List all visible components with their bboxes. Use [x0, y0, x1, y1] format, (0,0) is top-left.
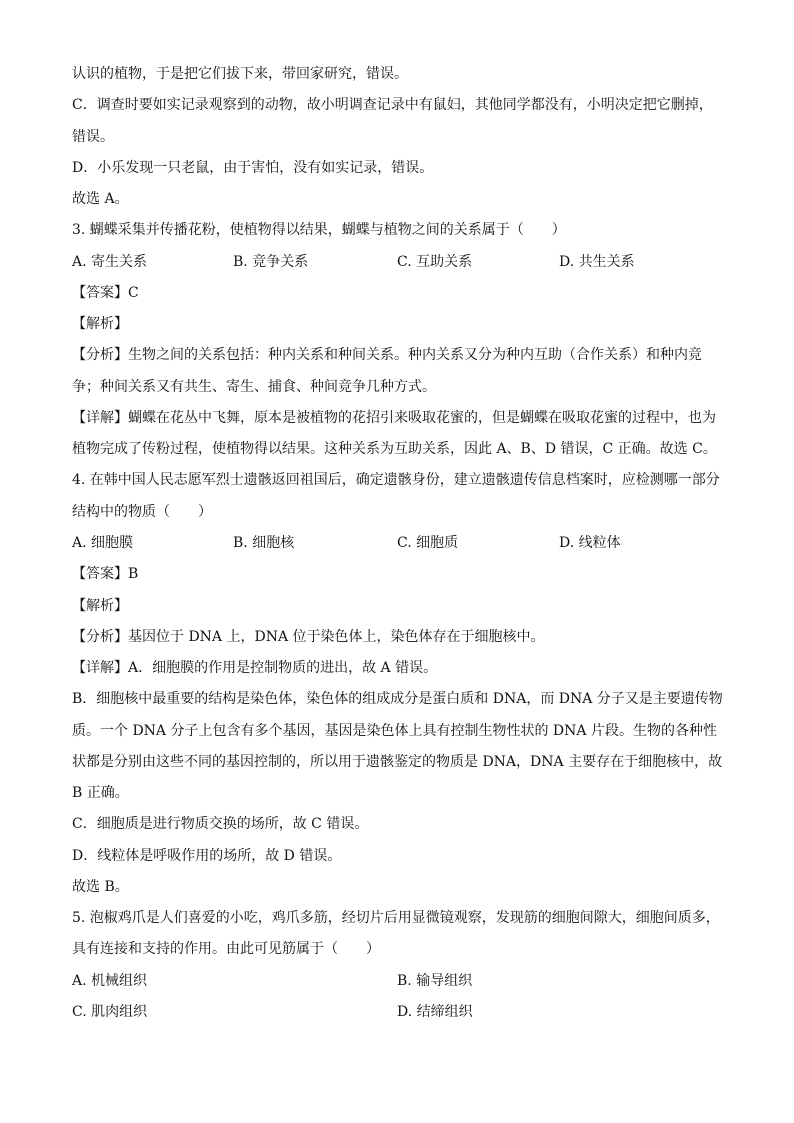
q4-options-row [72, 528, 732, 559]
q2-conclusion: 故选 A。 [72, 191, 129, 208]
q3-stem: 3. 蝴蝶采集并传播花粉，使植物得以结果，蝴蝶与植物之间的关系属于（ ） [72, 222, 566, 239]
q2-option-c-explanation-cont: 错误。 [72, 128, 114, 145]
q4-detail-line: B 正确。 [72, 785, 129, 802]
q4-answer: 【答案】B [72, 566, 139, 583]
q4-conclusion: 故选 B。 [72, 878, 129, 895]
q3-detail-line: 【详解】蝴蝶在花丛中飞舞，原本是被植物的花招引来吸取花蜜的，但是蝴蝶在吸取花蜜的过程中，也为 [72, 409, 716, 426]
q4-stem-cont: 结构中的物质（ ） [72, 503, 212, 520]
page-body [72, 59, 732, 1028]
q3-answer: 【答案】C [72, 284, 139, 301]
q4-detail-line: 状都是分别由这些不同的基因控制的，所以用于遗骸鉴定的物质是 DNA，DNA 主要存在于细胞核中，故 [72, 753, 723, 770]
q3-analysis-heading: 【解析】 [72, 316, 128, 333]
q4-detail-line: D．线粒体是呼吸作用的场所，故 D 错误。 [72, 847, 342, 864]
q5-stem-cont: 具有连接和支持的作用。由此可见筋属于（ ） [72, 941, 380, 958]
q2-option-b-tail: 认识的植物，于是把它们拔下来，带回家研究，错误。 [72, 66, 408, 82]
q4-detail-line: C．细胞质是进行物质交换的场所，故 C 错误。 [72, 816, 369, 833]
q3-option-a: A. 寄生关系 [72, 253, 148, 270]
q5-options-row-2 [72, 997, 732, 1028]
q4-option-d: D. 线粒体 [559, 534, 621, 551]
q4-detail-line: B．细胞核中最重要的结构是染色体，染色体的组成成分是蛋白质和 DNA，而 DNA 分子又是主要遗传物 [72, 691, 723, 708]
q4-analysis-line: 【分析】基因位于 DNA 上，DNA 位于染色体上，染色体存在于细胞核中。 [72, 628, 545, 645]
q4-detail-line: 【详解】A．细胞膜的作用是控制物质的进出，故 A 错误。 [72, 660, 438, 677]
q2-option-d-explanation: D．小乐发现一只老鼠，由于害怕，没有如实记录，错误。 [72, 159, 434, 176]
q4-detail-line: 质。一个 DNA 分子上包含有多个基因，基因是染色体上具有控制生物性状的 DNA 片段。生物的各种性 [72, 722, 717, 739]
q3-options-row [72, 247, 732, 278]
q3-option-b: B. 竞争关系 [233, 253, 309, 270]
q3-analysis-line: 【分析】生物之间的关系包括：种内关系和种间关系。种内关系又分为种内互助（合作关系）和种内竞 [72, 347, 702, 364]
q3-option-d: D. 共生关系 [559, 253, 635, 270]
q3-analysis-line: 争；种间关系又有共生、寄生、捕食、种间竞争几种方式。 [72, 378, 436, 395]
q3-detail-line: 植物完成了传粉过程，使植物得以结果。这种关系为互助关系，因此 A、B、D 错误，C 正确。故选 C。 [72, 441, 717, 458]
q5-option-a: A. 机械组织 [72, 972, 148, 989]
q5-stem: 5. 泡椒鸡爪是人们喜爱的小吃，鸡爪多筋，经切片后用显微镜观察，发现筋的细胞间隙大，细胞间质多， [72, 910, 720, 927]
q5-option-b: B. 输导组织 [397, 972, 473, 989]
q3-option-c: C. 互助关系 [397, 253, 473, 270]
q5-option-c: C. 肌肉组织 [72, 1003, 148, 1020]
q4-analysis-heading: 【解析】 [72, 597, 128, 614]
q4-option-c: C. 细胞质 [397, 534, 459, 551]
q4-stem: 4. 在韩中国人民志愿军烈士遗骸返回祖国后，确定遗骸身份，建立遗骸遗传信息档案时，应检测哪一部分 [72, 472, 720, 489]
q2-option-c-explanation: C．调查时要如实记录观察到的动物，故小明调查记录中有鼠妇，其他同学都没有，小明决定把它删掉， [72, 97, 713, 114]
q5-options-row-1 [72, 966, 732, 997]
q4-option-b: B. 细胞核 [233, 534, 295, 551]
q4-option-a: A. 细胞膜 [72, 534, 134, 551]
q5-option-d: D. 结缔组织 [397, 1003, 473, 1020]
